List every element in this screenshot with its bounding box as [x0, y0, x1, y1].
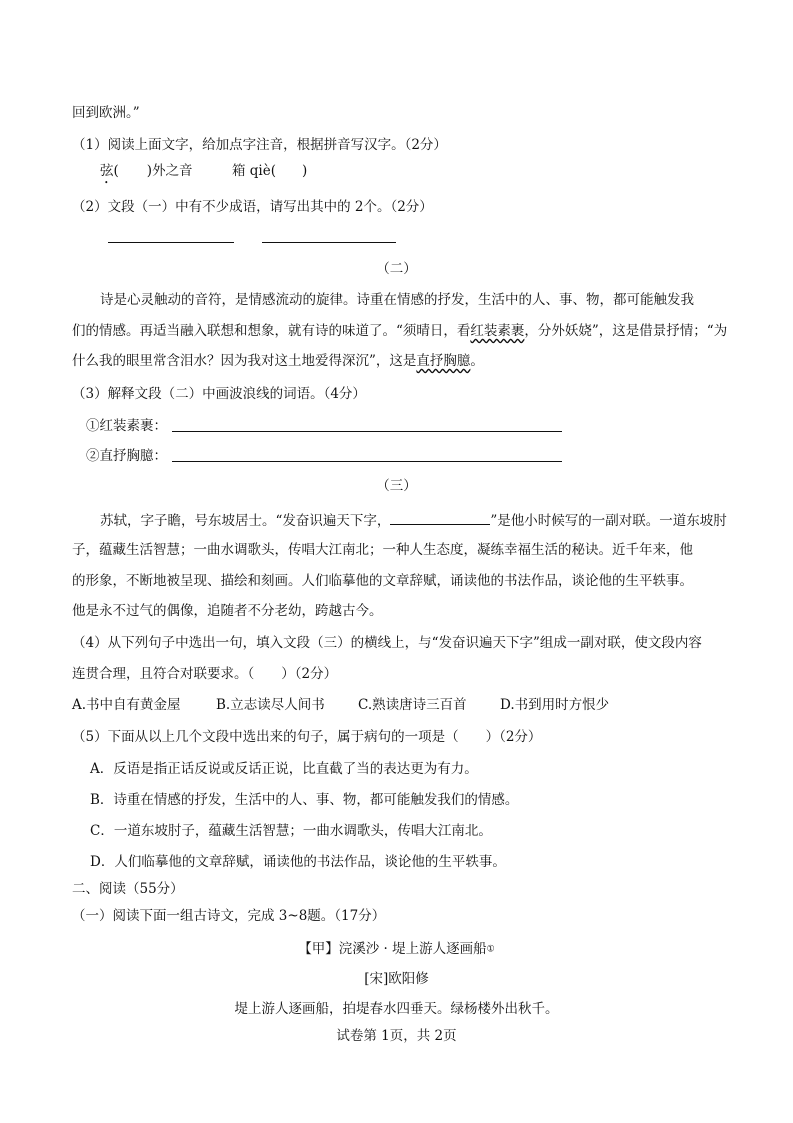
- answer-blank[interactable]: [172, 461, 562, 462]
- answer-blank[interactable]: [108, 242, 234, 243]
- text-line: 回到欧洲。”: [72, 105, 140, 121]
- question-3-item: ②直抒胸臆：: [86, 448, 167, 464]
- part-subheading: （一）阅读下面一组古诗文，完成 3~8题。（17分）: [72, 908, 386, 924]
- part-heading: 二、阅读（55分）: [72, 881, 184, 897]
- option-c[interactable]: C．一道东坡肘子，蕴藏生活智慧；一曲水调歌头，传唱大江南北。: [90, 823, 492, 839]
- paragraph-line: 们的情感。再适当融入联想和想象，就有诗的味道了。“须晴日，看红装素裹，分外妖娆”，这是借景抒情；“为: [72, 323, 728, 339]
- question-1-item-b: 箱 qiè( ): [232, 163, 308, 179]
- wavy-word: 直抒胸臆: [416, 353, 471, 369]
- question-1: （1）阅读上面文字，给加点字注音，根据拼音写汉字。（2分）: [72, 137, 447, 153]
- question-4: （4）从下列句子中选出一句，填入文段（三）的横线上，与“发奋识遍天下字”组成一副对联，使文段内容: [72, 635, 702, 651]
- paragraph-line: 子，蕴藏生活智慧；一曲水调歌头，传唱大江南北；一种人生态度，凝练幸福生活的秘诀。近千年来，他: [72, 542, 693, 558]
- poem-line: 堤上游人逐画船，拍堤春水四垂天。绿杨楼外出秋千。: [234, 1001, 559, 1017]
- option-c[interactable]: C.熟读唐诗三百首: [358, 697, 467, 713]
- wavy-word: 红装素裹: [470, 323, 525, 339]
- footnote-marker: ①: [486, 944, 495, 955]
- option-a[interactable]: A．反语是指正话反说或反话正说，比直截了当的表达更为有力。: [90, 761, 478, 777]
- question-3: （3）解释文段（二）中画波浪线的词语。（4分）: [72, 386, 366, 402]
- poem-author: [宋]欧阳修: [364, 971, 429, 987]
- option-b[interactable]: B．诗重在情感的抒发，生活中的人、事、物，都可能触发我们的情感。: [90, 792, 519, 808]
- question-3-item: ①红装素裹：: [86, 418, 167, 434]
- option-d[interactable]: D.书到用时方恨少: [500, 697, 610, 713]
- paragraph-line: 的形象，不断地被呈现、描绘和刻画。人们临摹他的文章辞赋，诵读他的书法作品，谈论他的生平轶事。: [72, 573, 693, 589]
- paragraph-line: 他是永不过气的偶像，追随者不分老幼，跨越古今。: [72, 603, 383, 619]
- paragraph-line: 诗是心灵触动的音符，是情感流动的旋律。诗重在情感的抒发，生活中的人、事、物，都可能触发我: [100, 292, 694, 308]
- answer-blank[interactable]: [262, 242, 396, 243]
- question-4: 连贯合理，且符合对联要求。（ ）（2分）: [72, 666, 338, 682]
- question-1-item-a: 弦( )外之音: [100, 163, 193, 179]
- section-heading: （三）: [376, 478, 417, 494]
- question-2: （2）文段（一）中有不少成语，请写出其中的 2个。（2分）: [72, 199, 433, 215]
- poem-title: 【甲】浣溪沙 · 堤上游人逐画船①: [298, 941, 495, 957]
- dotted-char: 弦: [100, 163, 114, 179]
- fill-blank[interactable]: [390, 510, 490, 525]
- section-heading: （二）: [376, 261, 417, 277]
- answer-blank[interactable]: [172, 431, 562, 432]
- paragraph-line: 什么我的眼里常含泪水？因为我对这土地爱得深沉”，这是直抒胸臆。: [72, 353, 484, 369]
- page-footer: 试卷第 1页，共 2页: [336, 1028, 457, 1044]
- option-b[interactable]: B.立志读尽人间书: [216, 697, 325, 713]
- option-a[interactable]: A.书中自有黄金屋: [72, 697, 181, 713]
- question-5: （5）下面从以上几个文段中选出来的句子，属于病句的一项是（ ）（2分）: [72, 729, 542, 745]
- paragraph-line: 苏轼，字子瞻，号东坡居士。“发奋识遍天下字， ”是他小时候写的一副对联。一道东坡肘: [100, 510, 727, 530]
- option-d[interactable]: D．人们临摹他的文章辞赋，诵读他的书法作品，谈论他的生平轶事。: [90, 854, 506, 870]
